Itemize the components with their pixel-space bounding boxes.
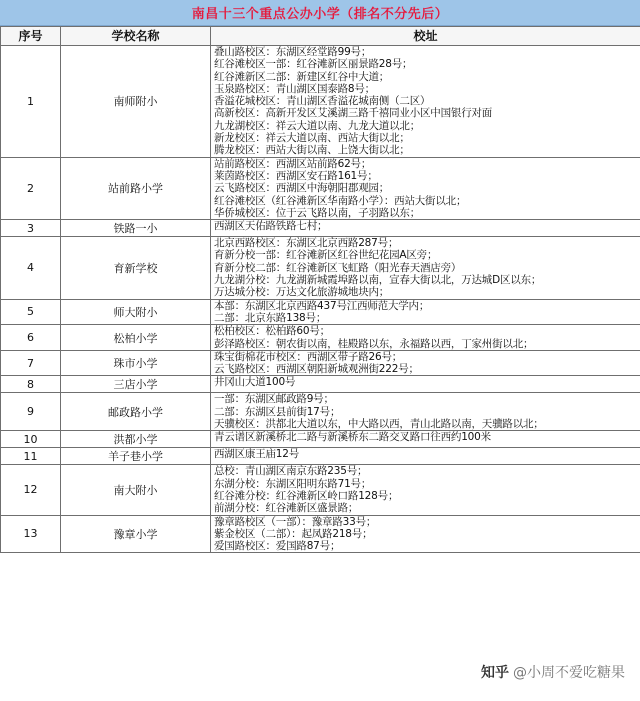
- address-line: 红谷滩校区一部：红谷滩新区丽景路28号；: [214, 58, 413, 71]
- address-line: 二部：东湖区县前街17号；: [214, 405, 341, 418]
- address-line: 东湖分校：东湖区阳明东路71号；: [214, 477, 372, 490]
- school-name: 豫章小学: [61, 515, 211, 553]
- address-line: 珠宝街棉花市校区：西湖区带子路26号；: [214, 350, 403, 363]
- address-line: 北京西路校区：东湖区北京西路287号；: [214, 237, 399, 250]
- schools-table: [0, 26, 640, 553]
- table-title-bar: [0, 0, 640, 26]
- address-line: 总校：青山湖区南京东路235号；: [214, 465, 368, 478]
- address-line: 叠山路校区：东湖区经堂路99号；: [214, 46, 372, 58]
- address-line: 西湖区天佑路铁路七村；: [214, 220, 328, 233]
- address-line: 香溢花城校区：青山湖区香溢花城南侧（二区）: [214, 95, 431, 108]
- address-line: 红谷滩新区二部：新建区红谷中大道；: [214, 70, 390, 83]
- address-line: 紫金校区（二部）：起凤路218号；: [214, 527, 373, 540]
- address-line: 九龙湖校区：祥云大道以南、九龙大道以北；: [214, 119, 420, 132]
- row-number: 11: [1, 448, 61, 465]
- address-line: 彭泽路校区：朝农街以南，桂殿路以东，永福路以西，丁家州街以北；: [214, 337, 534, 350]
- address-line: 云飞路校区：西湖区朝阳新城观洲街222号；: [214, 363, 419, 376]
- address-line: 西湖区康王庙12号: [214, 448, 300, 461]
- school-name: 育新学校: [61, 237, 211, 299]
- address-line: 井冈山大道100号: [214, 376, 296, 389]
- row-number: 3: [1, 220, 61, 237]
- address-line: 腾龙校区：西站大街以南、上饶大街以北；: [214, 144, 410, 157]
- address-line: 育新分校一部：红谷滩新区红谷世纪花园A区旁；: [214, 249, 438, 262]
- address-line: 爱国路校区：爱国路87号；: [214, 540, 341, 553]
- school-address: [211, 299, 640, 325]
- row-number: 6: [1, 325, 61, 351]
- school-name: 南师附小: [61, 46, 211, 158]
- address-line: 天骥校区：洪都北大道以东，中大路以西，青山北路以南，天骥路以北；: [214, 418, 544, 431]
- table-row: [1, 515, 640, 553]
- address-line: 松柏校区：松柏路60号；: [214, 325, 330, 338]
- table-row: [1, 157, 640, 219]
- row-number: 5: [1, 299, 61, 325]
- table-row: [1, 431, 640, 448]
- table-row: [1, 220, 640, 237]
- school-address: [211, 465, 640, 515]
- row-number: 8: [1, 376, 61, 393]
- school-name: 三店小学: [61, 376, 211, 393]
- address-line: 莱茵路校区：西湖区安石路161号；: [214, 169, 378, 182]
- address-line: 本部：东湖区北京西路437号江西师范大学内；: [214, 299, 430, 312]
- school-address: [211, 237, 640, 299]
- address-line: 万达城分校：万达文化旅游城地块内；: [214, 286, 390, 299]
- header-address: 校址: [211, 27, 640, 46]
- school-name: 洪都小学: [61, 431, 211, 448]
- school-address: [211, 157, 640, 219]
- school-name: 松柏小学: [61, 325, 211, 351]
- school-name: 师大附小: [61, 299, 211, 325]
- table-row: [1, 350, 640, 376]
- table-row: [1, 46, 640, 158]
- zhihu-logo: 知乎: [481, 665, 509, 681]
- address-line: 高新校区：高新开发区艾溪湖三路千禧同业小区中国银行对面: [214, 107, 493, 120]
- address-line: 红谷滩分校：红谷滩新区岭口路128号；: [214, 489, 399, 502]
- school-address: [211, 220, 640, 237]
- row-number: 7: [1, 350, 61, 376]
- address-line: 一部：东湖区邮政路9号；: [214, 393, 334, 406]
- school-address: [211, 350, 640, 376]
- school-name: 羊子巷小学: [61, 448, 211, 465]
- address-line: 豫章路校区（一部）：豫章路33号；: [214, 515, 377, 528]
- address-line: 九龙湖分校：九龙湖新城霞埠路以南，宣春大街以北，万达城D区以东；: [214, 274, 542, 287]
- address-line: 青云谱区新溪桥北二路与新溪桥东二路交叉路口往西约100米: [214, 431, 491, 444]
- table-title: 南昌十三个重点公办小学（排名不分先后）: [191, 7, 449, 22]
- address-line: 玉泉路校区：青山湖区国泰路8号；: [214, 82, 375, 95]
- school-name: 邮政路小学: [61, 393, 211, 431]
- school-address: [211, 448, 640, 465]
- school-address: [211, 325, 640, 351]
- school-address: [211, 515, 640, 553]
- row-number: 4: [1, 237, 61, 299]
- address-line: 红谷滩校区（红谷滩新区华南路小学）：西站大街以北；: [214, 194, 467, 207]
- school-address: [211, 393, 640, 431]
- row-number: 9: [1, 393, 61, 431]
- school-name: 南大附小: [61, 465, 211, 515]
- table-row: [1, 325, 640, 351]
- table-row: [1, 448, 640, 465]
- table-body: [1, 46, 640, 553]
- school-address: [211, 46, 640, 158]
- table-row: [1, 376, 640, 393]
- header-num: 序号: [1, 27, 61, 46]
- header-row: [1, 27, 640, 46]
- table-row: [1, 299, 640, 325]
- table-row: [1, 465, 640, 515]
- school-name: 铁路一小: [61, 220, 211, 237]
- row-number: 12: [1, 465, 61, 515]
- address-line: 前湖分校：红谷滩新区盛景路；: [214, 502, 359, 515]
- school-address: [211, 376, 640, 393]
- address-line: 站前路校区：西湖区站前路62号；: [214, 157, 372, 170]
- school-address: [211, 431, 640, 448]
- row-number: 1: [1, 46, 61, 158]
- watermark-author: @小周不爱吃糖果: [513, 665, 625, 681]
- school-name: 站前路小学: [61, 157, 211, 219]
- table-row: [1, 237, 640, 299]
- row-number: 13: [1, 515, 61, 553]
- address-line: 云飞路校区：西湖区中海朝阳郡观园；: [214, 182, 390, 195]
- address-line: 育新分校二部：红谷滩新区飞虹路（阳光春天酒店旁）: [214, 261, 462, 274]
- table-row: [1, 393, 640, 431]
- row-number: 2: [1, 157, 61, 219]
- address-line: 二部：北京东路138号；: [214, 311, 327, 324]
- header-name: 学校名称: [61, 27, 211, 46]
- row-number: 10: [1, 431, 61, 448]
- address-line: 华侨城校区：位于云飞路以南，子羽路以东；: [214, 206, 420, 219]
- watermark: [478, 661, 628, 683]
- address-line: 新龙校区：祥云大道以南、西站大街以北；: [214, 132, 410, 145]
- school-name: 珠市小学: [61, 350, 211, 376]
